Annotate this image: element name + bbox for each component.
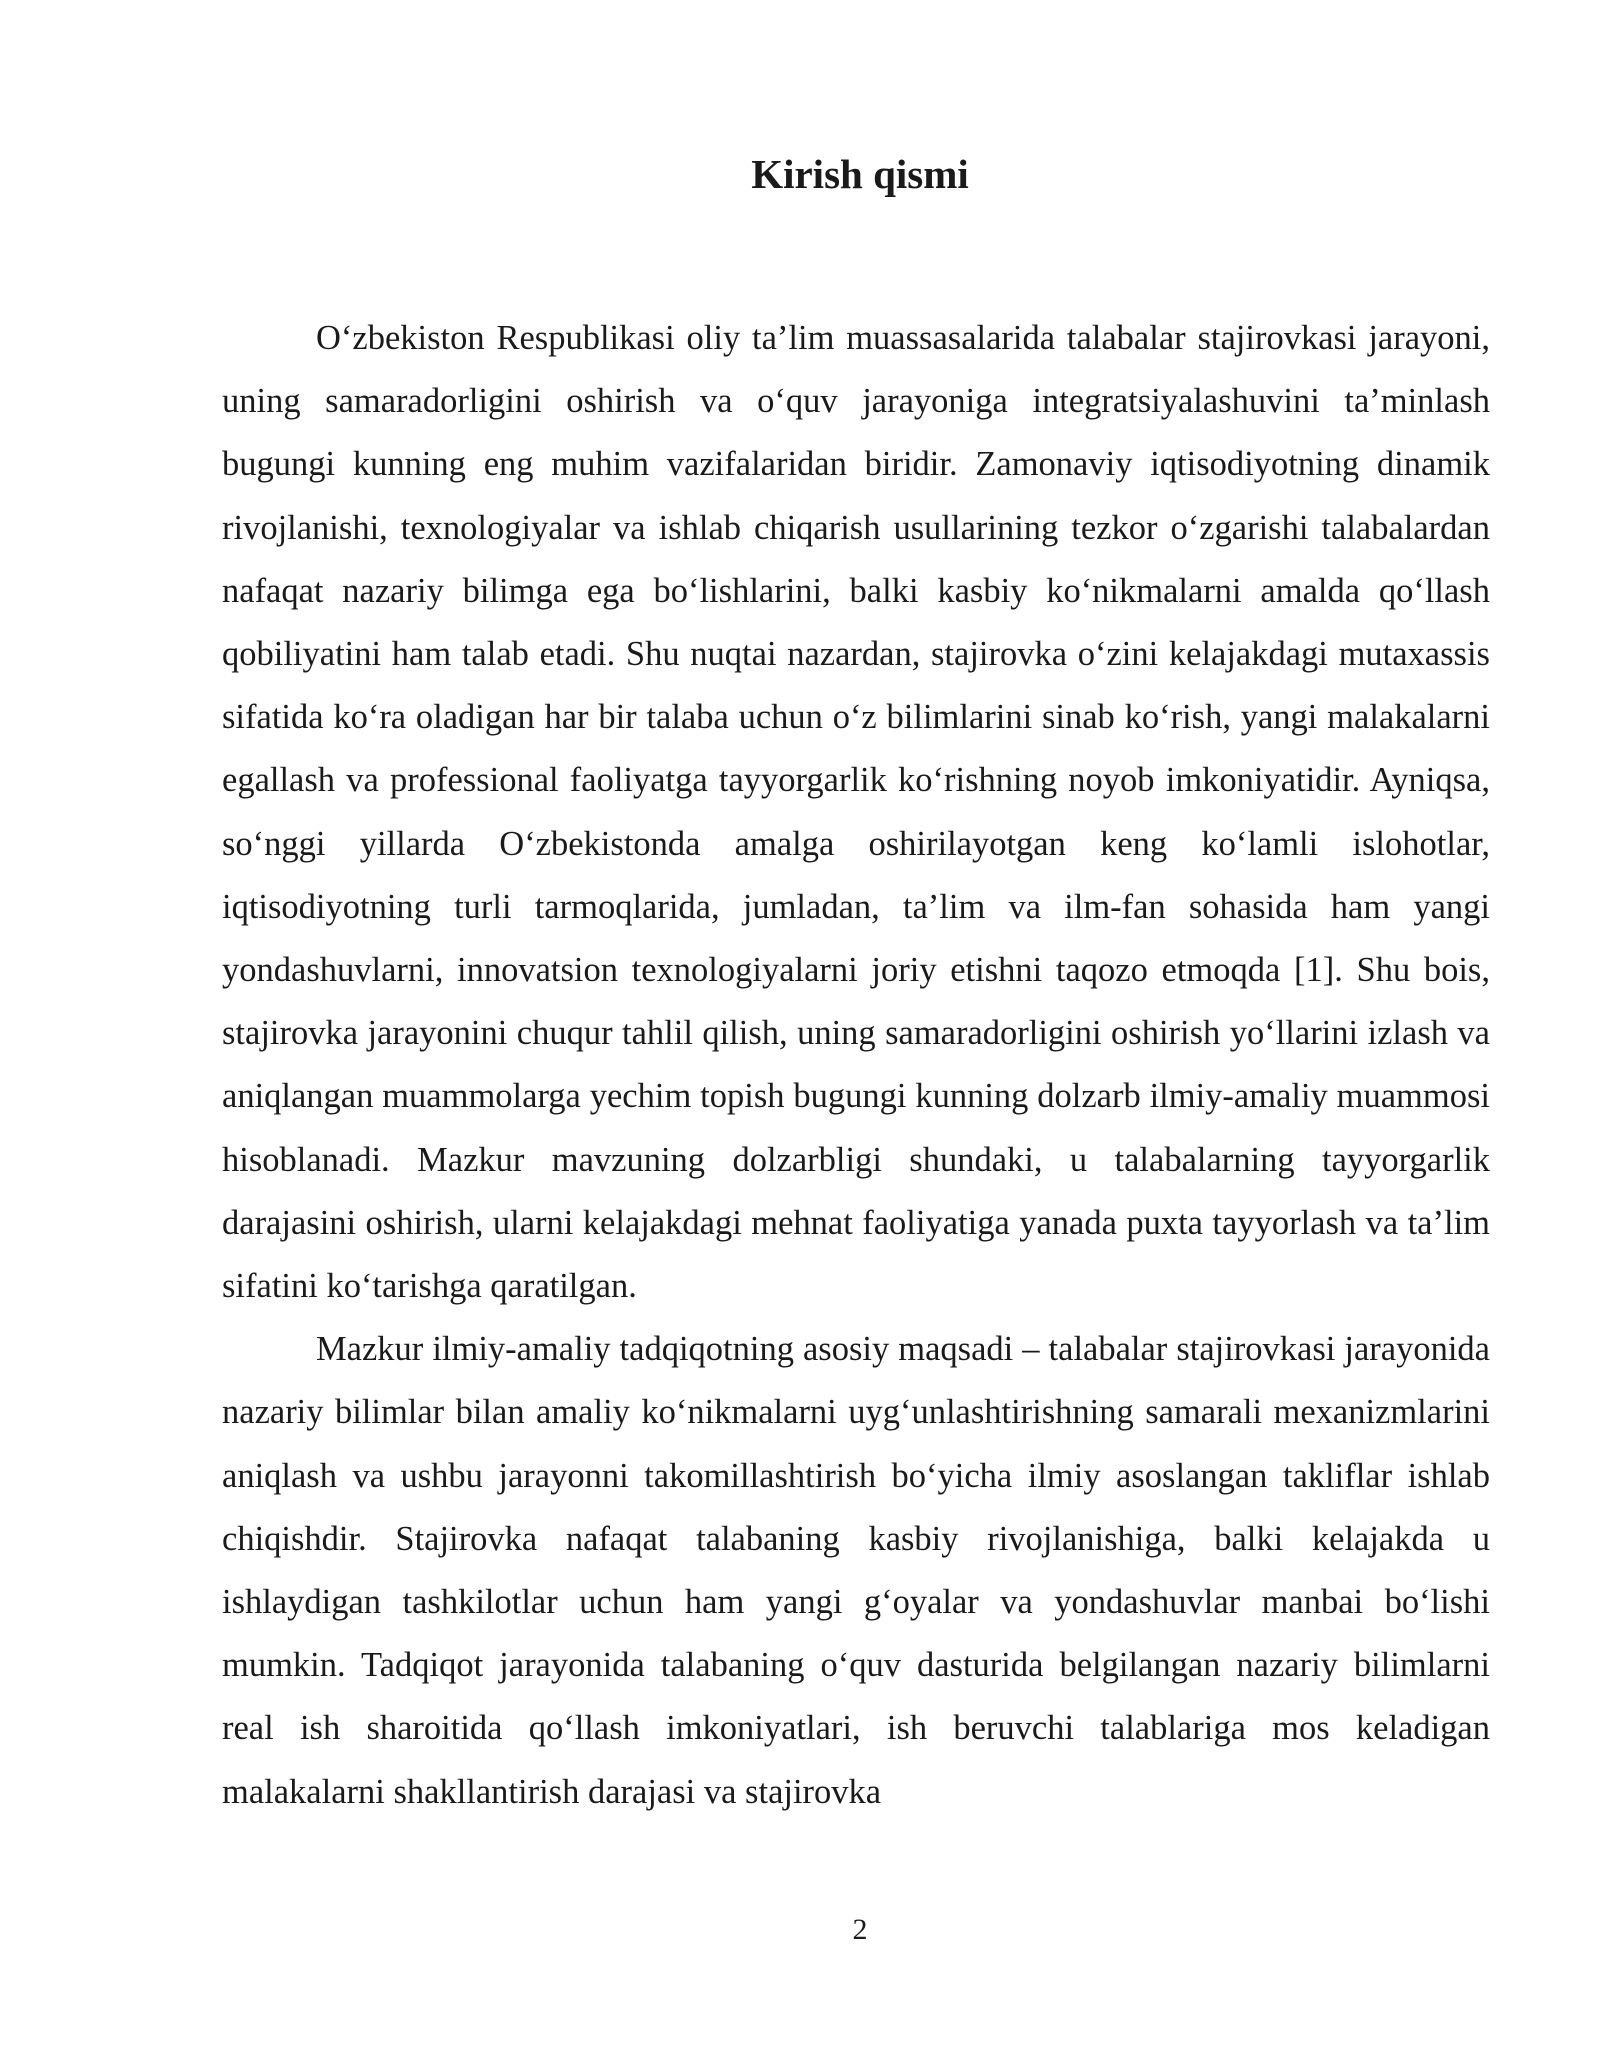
page-title: Kirish qismi	[751, 151, 969, 197]
paragraph-1: O‘zbekiston Respublikasi oliy ta’lim muassasalarida talabalar stajirovkasi jarayoni, uning samaradorligini oshirish va o‘quv jarayoniga integratsiyalashuvini ta’minlash bugungi kunning eng muhim vazifalaridan biridir. Zamonaviy iqtisodiyotning dinamik rivojlanishi, texnologiyalar va ishlab chiqarish usullarining tezkor o‘zgarishi talabalardan nafaqat nazariy bilimga ega bo‘lishlarini, balki kasbiy ko‘nikmalarni amalda qo‘llash qobiliyatini ham talab etadi. Shu nuqtai nazardan, stajirovka o‘zini kelajakdagi mutaxassis sifatida ko‘ra oladigan har bir talaba uchun o‘z bilimlarini sinab ko‘rish, yangi malakalarni egallash va professional faoliyatga tayyorgarlik ko‘rishning noyob imkoniyatidir. Ayniqsa, so‘nggi yillarda O‘zbekistonda amalga oshirilayotgan keng ko‘lamli islohotlar, iqtisodiyotning turli tarmoqlarida, jumladan, ta’lim va ilm-fan sohasida ham yangi yondashuvlarni, innovatsion texnologiyalarni joriy etishni taqozo etmoqda [1]. Shu bois, stajirovka jarayonini chuqur tahlil qilish, uning samaradorligini oshirish yo‘llarini izlash va aniqlangan muammolarga yechim topish bugungi kunning dolzarb ilmiy-amaliy muammosi hisoblanadi. Mazkur mavzuning dolzarbligi shundaki, u talabalarning tayyorgarlik darajasini oshirish, ularni kelajakdagi mehnat faoliyatiga yanada puxta tayyorlash va ta’lim sifatini ko‘tarishga qaratilgan.	[222, 319, 1490, 1306]
paragraph-2: Mazkur ilmiy-amaliy tadqiqotning asosiy maqsadi – talabalar stajirovkasi jarayonida nazariy bilimlar bilan amaliy ko‘nikmalarni uyg‘unlashtirishning samarali mexanizmlarini aniqlash va ushbu jarayonni takomillashtirish bo‘yicha ilmiy asoslangan takliflar ishlab chiqishdir. Stajirovka nafaqat talabaning kasbiy rivojlanishiga, balki kelajakda u ishlaydigan tashkilotlar uchun ham yangi g‘oyalar va yondashuvlar manbai bo‘lishi mumkin. Tadqiqot jarayonida talabaning o‘quv dasturida belgilangan nazariy bilimlarni real ish sharoitida qo‘llash imkoniyatlari, ish beruvchi talablariga mos keladigan malakalarni shakllantirish darajasi va stajirovka	[222, 1330, 1490, 1811]
page-number: 2	[852, 1913, 868, 1946]
document-body	[222, 307, 1490, 1824]
